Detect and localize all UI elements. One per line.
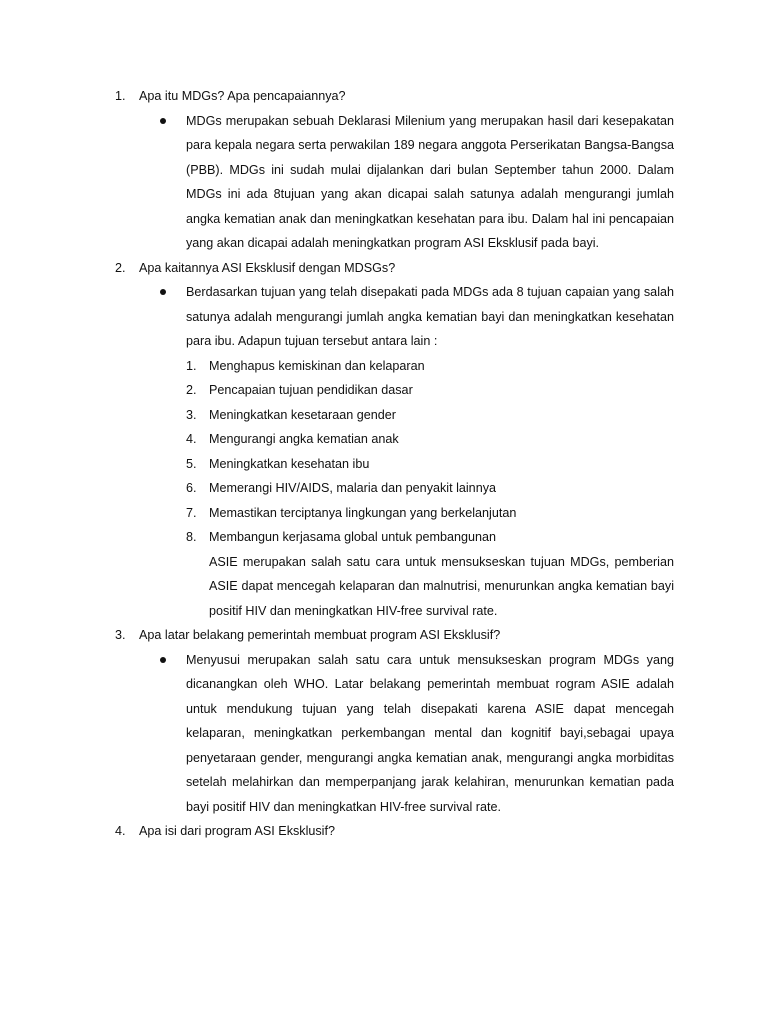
list-item-number: 6. — [186, 481, 197, 495]
list-item — [186, 452, 674, 477]
answer-text: Berdasarkan tujuan yang telah disepakati pada MDGs ada 8 tujuan capaian yang salah satunya adalah mengurangi jumlah angka kematian bayi dan meningkatkan kesehatan para ibu. Adapun tujuan tersebut antara lain : — [186, 285, 674, 348]
question-text: Apa itu MDGs? Apa pencapaiannya? — [139, 89, 346, 103]
question-text: Apa kaitannya ASI Eksklusif dengan MDSGs? — [139, 260, 396, 275]
bullet-icon — [160, 118, 166, 124]
asie-paragraph: ASIE merupakan salah satu cara untuk mensukseskan tujuan MDGs, pemberian ASIE dapat mencegah kelaparan dan malnutrisi, menurunkan angka kematian bayi positif HIV dan meningkatkan HIV-free survival rate. — [209, 554, 674, 618]
list-item — [186, 378, 674, 403]
list-item-text: Memerangi HIV/AIDS, malaria dan penyakit lainnya — [209, 481, 496, 495]
answer-text: MDGs merupakan sebuah Deklarasi Milenium yang merupakan hasil dari kesepakatan para kepala negara serta perwakilan 189 negara anggota Perserikatan Bangsa-Bangsa (PBB). MDGs ini sudah mulai dijalankan dari bulan September tahun 2000. Dalam MDGs ini ada 8tujuan yang akan dicapai salah satunya adalah mengurangi jumlah angka kematian anak dan meningkatkan kesehatan para ibu. Dalam hal ini pencapaian yang akan dicapai adalah meningkatkan program ASI Eksklusif pada bayi. — [186, 113, 674, 250]
list-item — [186, 476, 674, 501]
answer-bullet-2 — [0, 280, 674, 354]
list-item-text: Membangun kerjasama global untuk pembangunan — [209, 530, 497, 544]
list-item-text: Menghapus kemiskinan dan kelaparan — [209, 358, 425, 373]
list-item — [186, 403, 674, 428]
question-number: 2. — [115, 260, 126, 275]
mdg-goals-list — [0, 354, 674, 624]
list-item — [186, 354, 674, 379]
question-1 — [0, 84, 699, 109]
question-3 — [0, 623, 699, 648]
answer-bullet-1 — [0, 109, 674, 256]
list-item-text: Meningkatkan kesehatan ibu — [209, 456, 370, 471]
question-4 — [0, 819, 699, 844]
list-item-number: 3. — [186, 407, 197, 422]
question-number: 3. — [115, 628, 126, 642]
document-body — [0, 84, 768, 844]
list-item-text: Mengurangi angka kematian anak — [209, 432, 399, 446]
question-number: 1. — [115, 89, 126, 103]
list-item-number: 5. — [186, 456, 197, 471]
list-item-text: Pencapaian tujuan pendidikan dasar — [209, 383, 413, 397]
list-item — [186, 501, 674, 526]
list-item-number: 8. — [186, 530, 197, 544]
list-item-text: Meningkatkan kesetaraan gender — [209, 407, 396, 422]
bullet-icon — [160, 289, 166, 295]
list-item — [186, 525, 674, 550]
bullet-icon — [160, 657, 166, 663]
answer-bullet-3 — [0, 648, 674, 820]
answer-text: Menyusui merupakan salah satu cara untuk mensukseskan program MDGs yang dicanangkan oleh WHO. Latar belakang pemerintah membuat rogram ASIE adalah untuk mendukung tujuan yang telah disepakati karena ASIE dapat mencegah kelaparan, meningkatkan perkembangan mental dan kognitif bayi,sebagai upaya penyetaraan gender, mengurangi angka kematian anak, mengurangi angka morbiditas setelah melahirkan dan memperpanjang jarak kelahiran, menurunkan kematian pada bayi positif HIV dan meningkatkan HIV-free survival rate. — [186, 652, 674, 814]
list-item-number: 4. — [186, 432, 197, 446]
question-text: Apa isi dari program ASI Eksklusif? — [139, 824, 335, 838]
question-2 — [0, 256, 699, 281]
list-item-number: 2. — [186, 383, 197, 397]
list-item-text: Memastikan terciptanya lingkungan yang berkelanjutan — [209, 505, 517, 520]
list-item — [186, 427, 674, 452]
question-text: Apa latar belakang pemerintah membuat program ASI Eksklusif? — [139, 628, 501, 642]
question-number: 4. — [115, 824, 126, 838]
list-item-number: 7. — [186, 505, 197, 520]
list-item-number: 1. — [186, 358, 197, 373]
